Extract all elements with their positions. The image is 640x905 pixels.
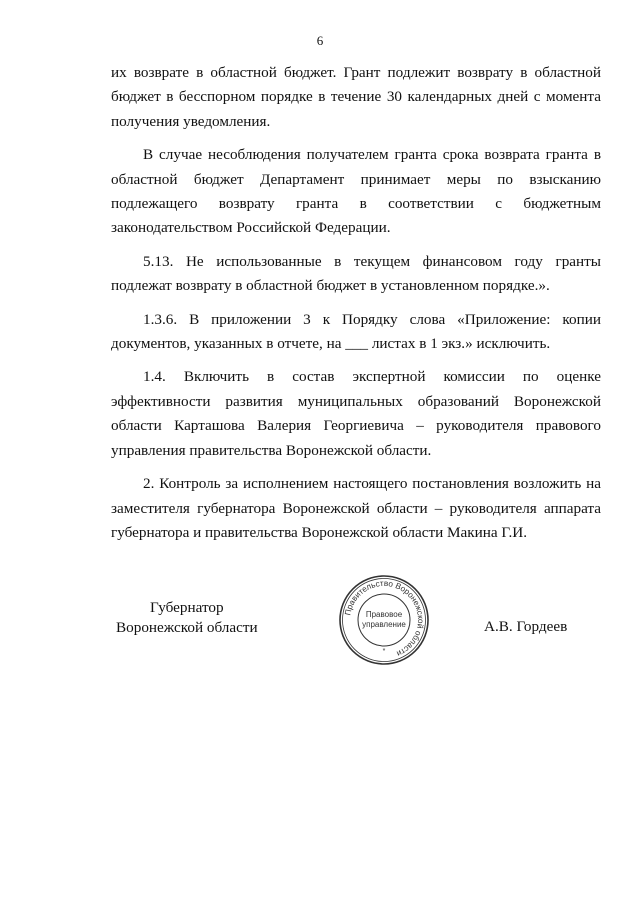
document-body [111, 61, 601, 554]
page-number: 6 [316, 33, 324, 48]
seal-star-icon: * [382, 648, 386, 655]
paragraph-1-3-6: 1.3.6. В приложении 3 к Порядку слова «Приложение: копии документов, указанных в отчете, на ___ листах в 1 экз.» исключить. [111, 310, 601, 353]
paragraph-noncompliance: В случае несоблюдения получателем гранта срока возврата гранта в областной бюджет Департамент принимает меры по взысканию подлежащего возврату гранта в соответствии с бюджетным законодательством Российской Федерации. [111, 146, 601, 237]
paragraph-1-4: 1.4. Включить в состав экспертной комиссии по оценке эффективности развития муниципальных образований Воронежской области Карташова Валерия Георгиевича – руководителя правового управления правительства Воронежской области. [111, 368, 601, 459]
official-seal-stamp [338, 574, 430, 666]
paragraph-5-13: 5.13. Не использованные в текущем финансовом году гранты подлежат возврату в областной бюджет в установленном порядке.». [111, 252, 601, 295]
seal-inner-line1: Правовое [365, 610, 403, 619]
signer-name: А.В. Гордеев [484, 618, 568, 635]
paragraph-2-control: 2. Контроль за исполнением настоящего постановления возложить на заместителя губернатора Воронежской области – руководителя аппарата губернатора и правительства Воронежской области Макина Г.И. [111, 475, 601, 541]
signature-title-line1: Губернатор [150, 599, 224, 616]
signature-title [116, 598, 258, 638]
paragraph-grant-return: их возврате в областной бюджет. Грант подлежит возврату в областной бюджет в бесспорном порядке в течение 30 календарных дней с момента получения уведомления. [111, 64, 601, 130]
seal-outer-text: Правительство Воронежской области [343, 578, 426, 659]
signature-title-line2: Воронежской области [116, 619, 258, 636]
seal-inner-line2: управление [362, 620, 406, 629]
